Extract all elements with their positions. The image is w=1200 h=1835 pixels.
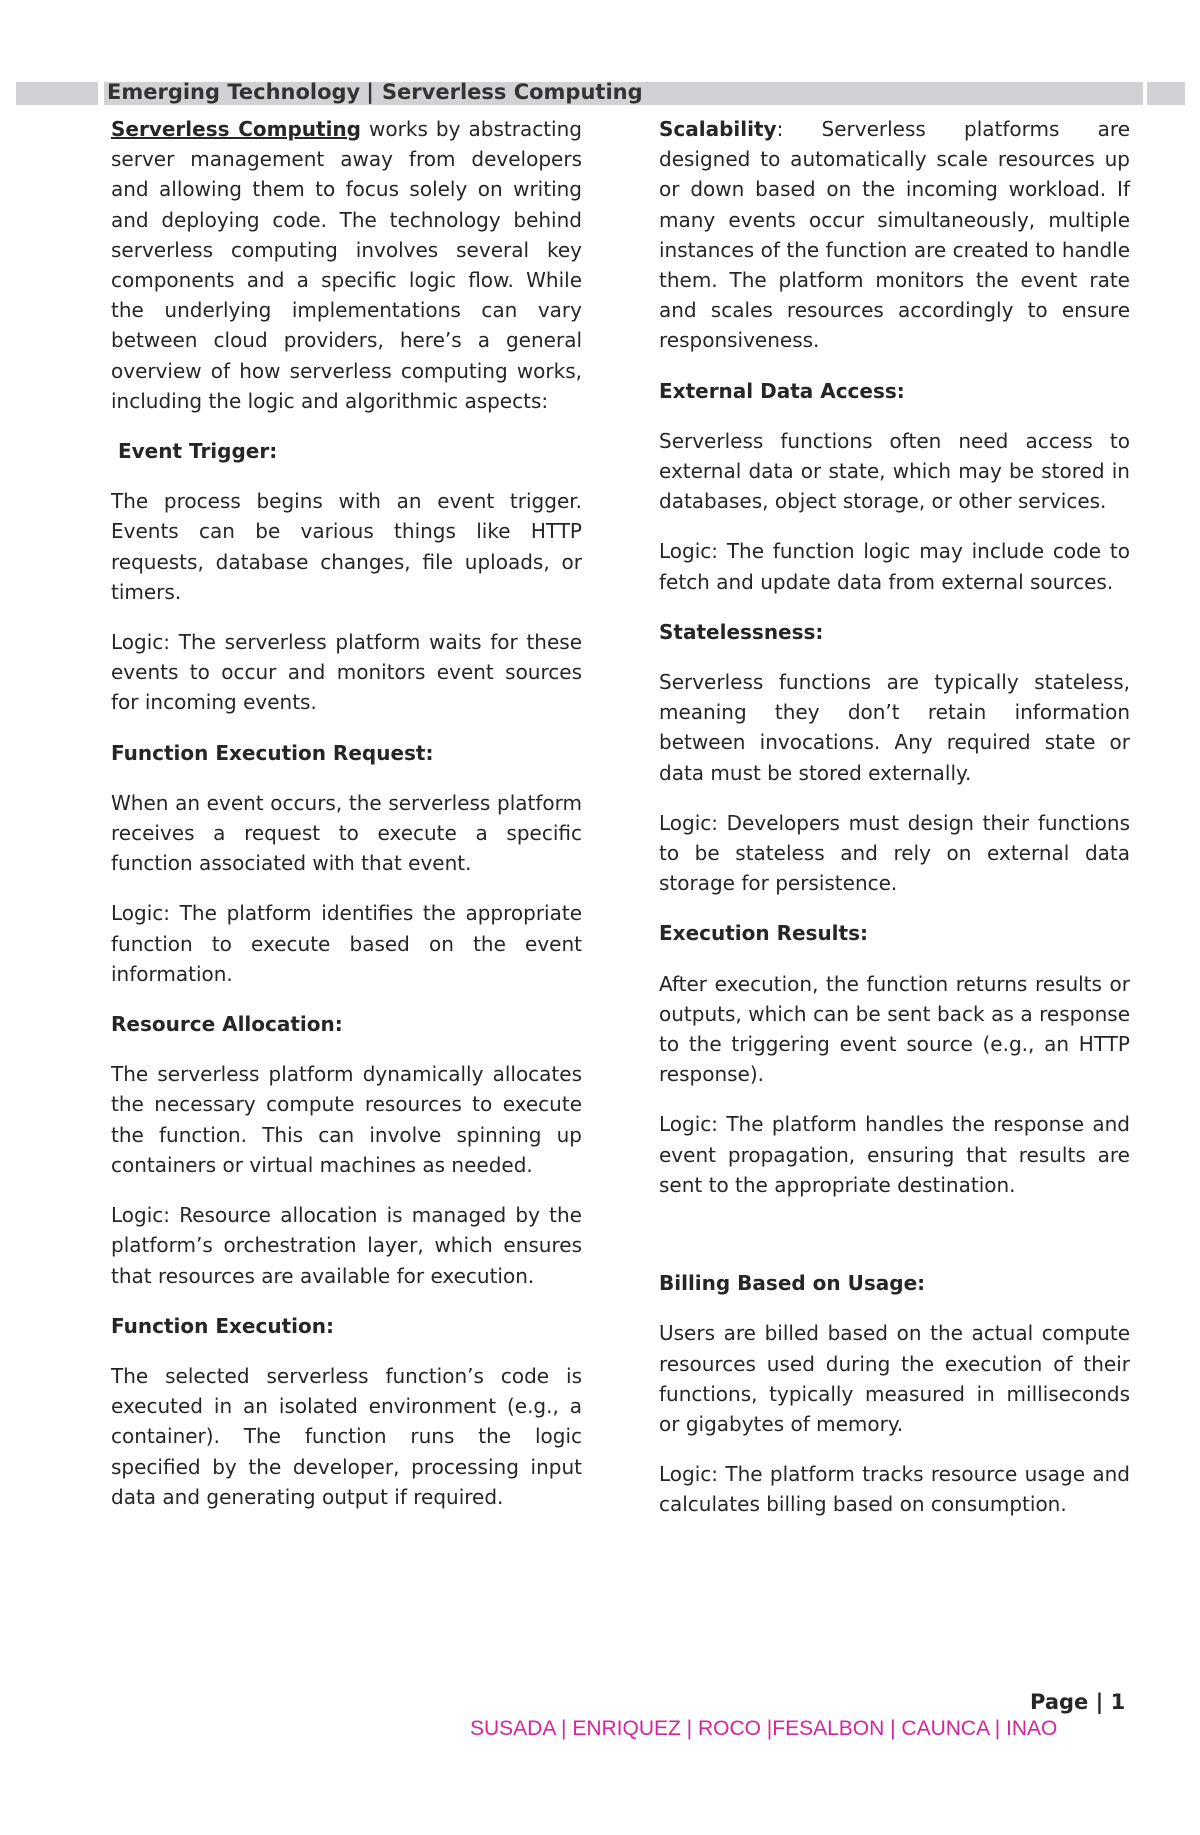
external-data-heading: External Data Access: (659, 378, 905, 403)
event-trigger-text: The process begins with an event trigger. Events can be various things like HTTP requests, database changes, file uploads, or timers. (111, 489, 582, 604)
scalability-paragraph (659, 114, 1130, 356)
event-trigger-logic: Logic: The serverless platform waits for these events to occur and monitors event sources for incoming events. (111, 630, 582, 715)
resource-allocation-logic: Logic: Resource allocation is managed by the platform’s orchestration layer, which ensures that resources are available for execution. (111, 1203, 582, 1288)
right-column (659, 114, 1130, 1540)
function-request-logic: Logic: The platform identifies the appropriate function to execute based on the event information. (111, 901, 582, 986)
spacer (659, 1220, 1130, 1268)
scalability-heading: Scalability (659, 117, 777, 141)
intro-title: Serverless Computing (111, 117, 361, 141)
header-course: Emerging Technology (107, 80, 361, 104)
statelessness-heading: Statelessness: (659, 619, 824, 644)
external-data-text: Serverless functions often need access to external data or state, which may be stored in databases, object storage, or other services. (659, 428, 1130, 514)
execution-results-logic: Logic: The platform handles the response and event propagation, ensuring that results are sent to the appropriate destination. (659, 1112, 1130, 1197)
statelessness-text: Serverless functions are typically stateless, meaning they don’t retain information between invocations. Any required state or data must be stored externally. (659, 670, 1130, 785)
function-request-text: When an event occurs, the serverless platform receives a request to execute a specific function associated with that event. (111, 790, 582, 876)
function-execution-heading: Function Execution: (111, 1313, 334, 1338)
scalability-text: : Serverless platforms are designed to automatically scale resources up or down based on the incoming workload. If many events occur simultaneously, multiple instances of the function are created to handle them. The platform monitors the event rate and scales resources accordingly to ensure responsiveness. (659, 117, 1130, 353)
billing-heading: Billing Based on Usage: (659, 1271, 926, 1296)
resource-allocation-text: The serverless platform dynamically allocates the necessary compute resources to execute the function. This can involve spinning up containers or virtual machines as needed. (111, 1062, 582, 1177)
billing-logic: Logic: The platform tracks resource usage and calculates billing based on consumption. (659, 1462, 1130, 1517)
left-column (111, 114, 582, 1532)
intro-text: works by abstracting server management away from developers and allowing them to focus solely on writing and deploying code. The technology behind serverless computing involves several key components and a specific logic flow. While the underlying implementations can vary between cloud providers, here’s a general overview of how serverless computing works, including the logic and algorithmic aspects: (111, 117, 582, 413)
header-topic: Serverless Computing (381, 80, 643, 104)
external-data-logic: Logic: The function logic may include code to fetch and update data from external sources. (659, 539, 1130, 594)
function-execution-text: The selected serverless function’s code is executed in an isolated environment (e.g., a container). The function runs the logic specified by the developer, processing input data and generating output if required. (111, 1363, 582, 1509)
page-number: Page | 1 (1030, 1690, 1126, 1714)
intro-paragraph (111, 114, 582, 416)
resource-allocation-heading: Resource Allocation: (111, 1012, 343, 1037)
header-bar-right (1147, 82, 1185, 105)
execution-results-heading: Execution Results: (659, 921, 869, 946)
function-request-heading: Function Execution Request: (111, 740, 434, 765)
running-header (107, 80, 643, 104)
header-bar-left (16, 82, 98, 105)
header-separator: | (366, 80, 374, 104)
authors-footer: SUSADA | ENRIQUEZ | ROCO |FESALBON | CAUNCA | INAO (470, 1717, 1058, 1740)
execution-results-text: After execution, the function returns results or outputs, which can be sent back as a response to the triggering event source (e.g., an HTTP response). (659, 971, 1130, 1087)
billing-text: Users are billed based on the actual compute resources used during the execution of their functions, typically measured in milliseconds or gigabytes of memory. (659, 1321, 1130, 1436)
statelessness-logic: Logic: Developers must design their functions to be stateless and rely on external data storage for persistence. (659, 810, 1130, 896)
event-trigger-heading: Event Trigger: (117, 439, 278, 464)
